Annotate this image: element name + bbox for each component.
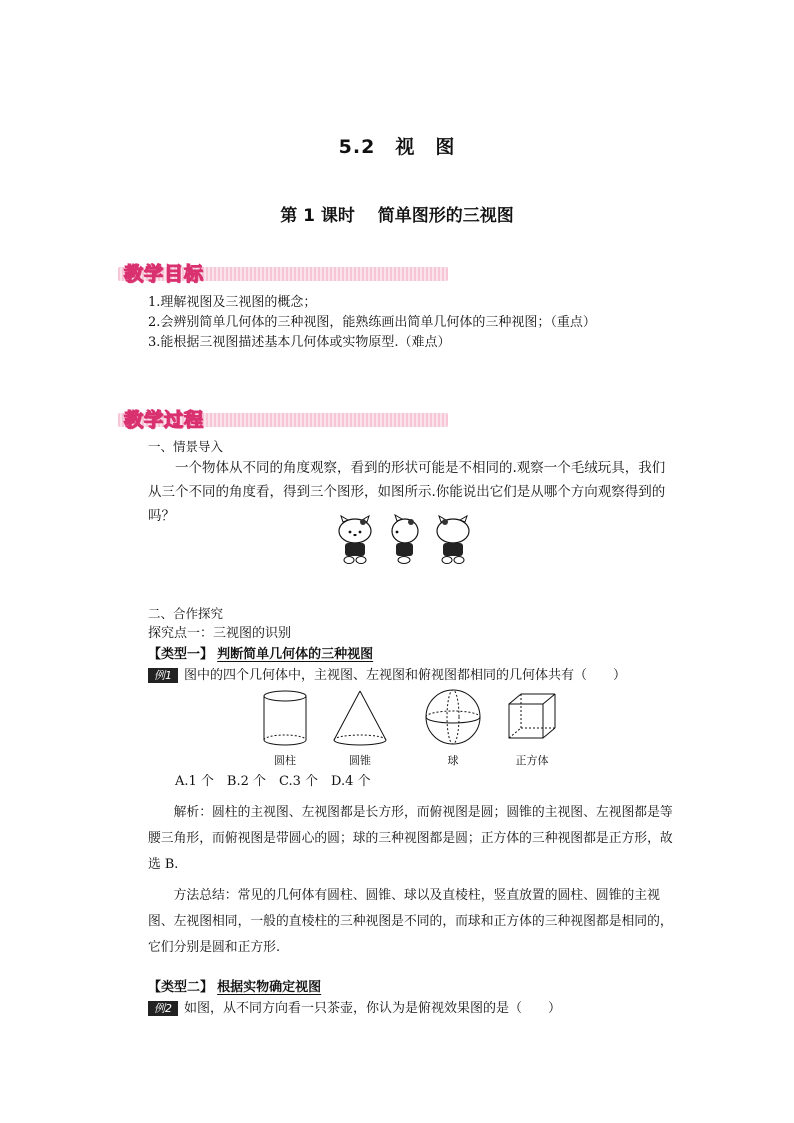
part1-title: 一、情景导入 [148, 439, 224, 454]
toy-figures [335, 514, 475, 568]
example1-text: 图中的四个几何体中，主视图、左视图和俯视图都相同的几何体共有（ ） [184, 668, 627, 683]
label-cylinder: 圆柱 [274, 754, 296, 767]
type2-tag: 【类型二】 [148, 980, 214, 995]
label-sphere: 球 [447, 754, 459, 767]
geometry-figures [255, 688, 565, 750]
cone-shape [334, 691, 386, 745]
goal-item-2: 2.会辨别简单几何体的三种视图，能熟练画出简单几何体的三种视图；（重点） [148, 315, 596, 330]
toy-front-view [339, 516, 371, 564]
analysis-text: 解析：圆柱的主视图、左视图都是长方形，而俯视图是圆；圆锥的主视图、左视图都是等腰三角形，而俯视图是带圆心的圆；球的三种视图都是圆；正方体的三种视图都是正方形，故选 B. [148, 805, 673, 872]
type2-heading [148, 978, 321, 998]
explore-point-1: 探究点一：三视图的识别 [148, 626, 292, 641]
goal-item-1: 1.理解视图及三视图的概念； [148, 295, 317, 310]
toy-side-view [392, 515, 418, 564]
example2-badge: 例2 [148, 1001, 178, 1016]
type1-title: 判断简单几何体的三种视图 [217, 647, 374, 662]
toy-back-view [437, 516, 469, 564]
type2-title: 根据实物确定视图 [217, 980, 322, 995]
example1-badge: 例1 [148, 668, 178, 683]
part2-title: 二、合作探究 [148, 606, 224, 621]
label-cube: 正方体 [515, 754, 549, 767]
example2-question [148, 999, 561, 1019]
lesson-title: 第 1 课时 简单图形的三视图 [280, 206, 514, 226]
part1-text: 一个物体从不同的角度观察，看到的形状可能是不相同的.观察一个毛绒玩具，我们从三个不同的角度看，得到三个图形，如图所示.你能说出它们是从哪个方向观察得到的吗？ [148, 460, 666, 524]
type1-heading [148, 645, 373, 665]
goals-banner-label: 教学目标 [124, 263, 205, 285]
sphere-shape [426, 690, 480, 744]
example2-text: 如图，从不同方向看一只茶壶，你认为是俯视效果图的是（ ） [184, 1001, 562, 1016]
section-title: 5.2 视 图 [338, 136, 456, 158]
type1-tag: 【类型一】 [148, 647, 214, 662]
example1-options: A.1 个 B.2 个 C.3 个 D.4 个 [175, 774, 371, 789]
method-summary: 方法总结：常见的几何体有圆柱、圆锥、球以及直棱柱，竖直放置的圆柱、圆锥的主视图、左视图相同，一般的直棱柱的三种视图是不同的，而球和正方体的三种视图都是相同的，它们分别是圆和正方形. [148, 888, 673, 955]
label-cone: 圆锥 [349, 754, 371, 767]
example1-question [148, 666, 626, 686]
cube-shape [509, 694, 555, 738]
cylinder-shape [264, 691, 306, 745]
process-banner-label: 教学过程 [124, 409, 205, 431]
process-banner [118, 405, 448, 429]
goal-item-3: 3.能根据三视图描述基本几何体或实物原型.（难点） [148, 335, 451, 350]
goals-banner [118, 259, 448, 283]
